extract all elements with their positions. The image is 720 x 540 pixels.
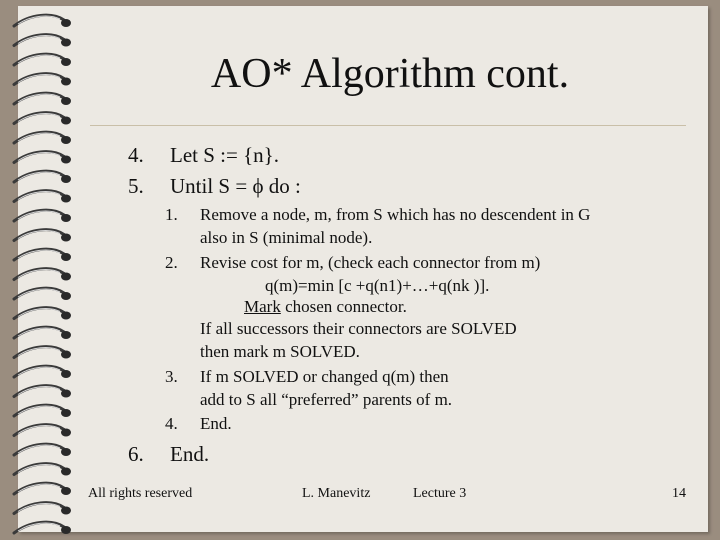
- substep-number: 3.: [165, 367, 178, 386]
- substep-line: q(m)=min [c +q(n1)+…+q(nk )].: [265, 276, 490, 295]
- footer-lecture: Lecture 3: [413, 486, 467, 501]
- substep-line: Revise cost for m, (check each connector from m): [200, 253, 541, 272]
- substep-number: 4.: [165, 414, 178, 433]
- substep-number: 2.: [165, 253, 178, 272]
- title-divider: [90, 125, 686, 126]
- substep-line: add to S all “preferred” parents of m.: [200, 390, 453, 409]
- mark-word: Mark: [244, 297, 281, 316]
- substep-number: 1.: [165, 205, 178, 224]
- step-text: End.: [170, 442, 210, 466]
- substep-line: also in S (minimal node).: [200, 228, 373, 247]
- substep-line-text: chosen connector.: [285, 297, 407, 316]
- substep-line: End.: [200, 414, 232, 433]
- substep-line: then mark m SOLVED.: [200, 342, 360, 361]
- step-text: Until S = ϕ do :: [170, 174, 301, 198]
- step-number: 5.: [128, 174, 144, 198]
- substep-line: If all successors their connectors are SOLVED: [200, 319, 517, 338]
- step-number: 4.: [128, 143, 144, 167]
- substep-line: Remove a node, m, from S which has no descendent in G: [200, 205, 591, 224]
- footer-copyright: All rights reserved: [88, 486, 193, 501]
- spiral-binding-icon: [0, 0, 90, 540]
- step-text: Let S := {n}.: [170, 143, 279, 167]
- step-number: 6.: [128, 442, 144, 466]
- substep-line: If m SOLVED or changed q(m) then: [200, 367, 449, 386]
- footer-author: L. Manevitz: [302, 486, 371, 501]
- slide-number: 14: [672, 486, 686, 501]
- substep-line: [244, 296, 407, 318]
- slide-title: AO* Algorithm cont.: [210, 51, 570, 97]
